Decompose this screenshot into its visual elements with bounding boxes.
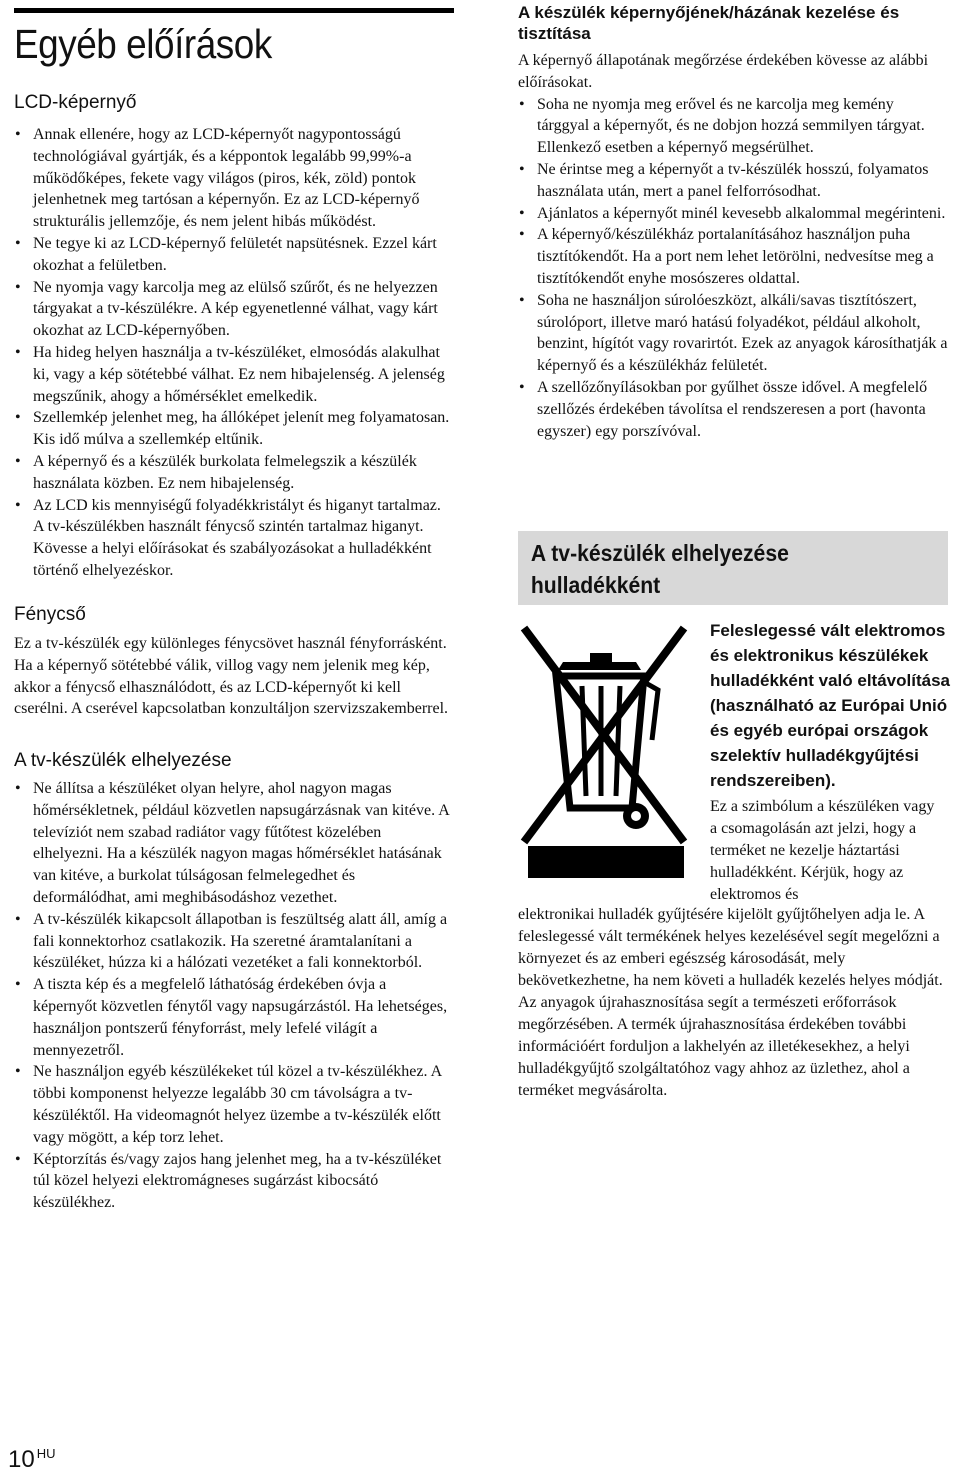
kezeles-list bbox=[518, 94, 948, 443]
list-item: • A tiszta kép és a megfelelő láthatóság érdekében óvja a képernyőt közvetlen fénytől vagy napsugárzástól. Ha lehetséges, használjon pontszerű fényforrást, mely lefelé világít a mennyezetről. bbox=[14, 974, 454, 1061]
list-item: • A képernyő/készülékház portalanításához használjon puha tisztítókendőt. Ha a port nem lehet letörölni, nedvesítse meg a tisztítókendőt enyhe mosószeres oldattal. bbox=[518, 224, 948, 289]
list-item: • Annak ellenére, hogy az LCD-képernyőt nagypontosságú technológiával gyártják, és a képpontok legalább 99,99%-a működőképes, fekete vagy világos (piros, kék, zöld) pontok jelenhetnek meg tartósan a képernyőn. Ez az LCD-képernyő strukturális jellemzője, és nem jelent hibás működést. bbox=[14, 124, 454, 233]
weee-text: Ez a szimbólum a készüléken vagy a csomagolásán azt jelzi, hogy a terméket ne kezelje háztartási hulladékként. Kérjük, hogy az elektromos és bbox=[710, 798, 935, 903]
lcd-list bbox=[14, 124, 454, 582]
list-item: • Ne használjon egyéb készülékeket túl közel a tv-készülékhez. A többi komponenst helyezze legalább 30 cm távolságra a tv-készüléktől. Ha videomagnót helyez üzembe a tv-készülék előtt vagy mögött, a kép torz lehet. bbox=[14, 1061, 454, 1148]
list-item: • Ajánlatos a képernyőt minél kevesebb alkalommal megérinteni. bbox=[518, 203, 948, 225]
elhelyezes-heading: A tv-készülék elhelyezése bbox=[14, 750, 232, 771]
elhelyezes-section bbox=[14, 749, 454, 1214]
weee-text-continued: elektronikai hulladék gyűjtésére kijelölt gyűjtőhelyen adja le. A feleslegessé vált termékének helyes kezelésével segít megelőzni a környezet és az emberi egészség károsodását, mely bekövetkezhetne, ha nem követi a hulladék kezelés helyes módját. Az anyagok újrahasznosítása segít a természeti erőforrások megőrzésében. A termék újrahasznosítása érdekében további információért forduljon a lakhelyén az illetékesekhez, a helyi hulladékgyűjtő szolgáltatóhoz vagy ahhoz az üzlethez, ahol a terméket megvásárolta. bbox=[518, 906, 943, 1099]
list-item: • A tv-készülék kikapcsolt állapotban is feszültség alatt áll, amíg a fali konnektorhoz csatlakozik. Ha szeretné áramtalanítani a készüléket, húzza ki a hálózati vezetéket a fali konnektorból. bbox=[14, 909, 454, 974]
language-code: HU bbox=[36, 1446, 56, 1461]
fenycso-section bbox=[14, 603, 454, 720]
list-item: • Képtorzítás és/vagy zajos hang jelenhet meg, ha a tv-készüléket túl közel helyezi elektromágneses sugárzást kibocsátó készülékhez. bbox=[14, 1149, 454, 1214]
list-item: • A képernyő és a készülék burkolata felmelegszik a készülék használata közben. Ez nem hibajelenség. bbox=[14, 451, 454, 495]
list-item: • Soha ne használjon súrolóeszközt, alkáli/savas tisztítószert, súrolóport, illetve maró hatású folyadékot, például alkoholt, benzint, hígítót vagy rovarirtót. Ezek az anyagok károsíthatják a képernyő és a készülékház felületét. bbox=[518, 290, 948, 377]
list-item: • Ne állítsa a készüléket olyan helyre, ahol nagyon magas hőmérsékletnek, például közvetlen napsugárzásnak van kitéve. A televíziót nem szabad radiátor vagy fűtőtest közelében elhelyezni. Ha a készülék nagyon magas hőmérséklet hatásának van kitéve, a burkolat túlságosan felmelegedhet és deformálódhat, ami meghibásodáshoz vezethet. bbox=[14, 778, 454, 909]
list-item: • Ne tegye ki az LCD-képernyő felületét napsütésnek. Ezzel kárt okozhat a felületben. bbox=[14, 233, 454, 277]
lcd-heading: LCD-képernyő bbox=[14, 92, 137, 113]
fenycso-text: Ez a tv-készülék egy különleges fénycsövet használ fényforrásként. Ha a képernyő sötétebbé válik, villog vagy nem jelenik meg kép, akkor a fénycső elhasználódott, és az LCD-képernyőt ki kell cserélni. A cserével kapcsolatban konzultáljon szervizszakemberrel. bbox=[14, 635, 449, 718]
kezeles-section bbox=[518, 2, 948, 442]
fenycso-heading: Fénycső bbox=[14, 604, 86, 625]
list-item: • A szellőzőnyílásokban por gyűlhet össze idővel. A megfelelő szellőzés érdekében távolítsa el rendszeresen a port (havonta egyszer) egy porszívóval. bbox=[518, 377, 948, 442]
list-item: • Szellemkép jelenhet meg, ha állóképet jelenít meg folyamatosan. Kis idő múlva a szellemkép eltűnik. bbox=[14, 407, 454, 451]
title-rule bbox=[14, 8, 454, 13]
page-number-value: 10 bbox=[8, 1446, 35, 1473]
kezeles-heading: A készülék képernyőjének/házának kezelése és tisztítása bbox=[518, 3, 900, 43]
kezeles-intro: A képernyő állapotának megőrzése érdekében kövesse az alábbi előírásokat. bbox=[518, 52, 929, 91]
list-item: • Ne nyomja vagy karcolja meg az elülső szűrőt, és ne helyezzen tárgyakat a tv-készülékre. A kép egyenetlenné válhat, vagy kárt okozhat az LCD-képernyőben. bbox=[14, 277, 454, 342]
list-item: • Ne érintse meg a képernyőt a tv-készülék hosszú, folyamatos használata után, mert a panel felforrósodhat. bbox=[518, 159, 948, 203]
lcd-section bbox=[14, 91, 454, 582]
hulladek-banner bbox=[518, 531, 948, 605]
weee-bold-title: Feleslegessé vált elektromos és elektronikus készülékek hulladékként való eltávolítása (használható az Európai Unió és egyéb európai országok szelektív hulladékgyűjtési rendszereiben). bbox=[710, 621, 950, 790]
list-item: • Soha ne nyomja meg erővel és ne karcolja meg kemény tárggyal a képernyőt, és ne dobjon hozzá semmilyen tárgyat. Ellenkező esetben a képernyő megsérülhet. bbox=[518, 94, 948, 159]
elhelyezes-list bbox=[14, 778, 454, 1214]
page-number bbox=[8, 1446, 55, 1474]
hulladek-banner-title: A tv-készülék elhelyezése hulladékként bbox=[530, 540, 789, 598]
crossed-out-wheelie-bin-icon bbox=[518, 620, 692, 882]
page-title: Egyéb előírások bbox=[14, 21, 272, 67]
list-item: • Ha hideg helyen használja a tv-készüléket, elmosódás alakulhat ki, vagy a kép sötétebbé válhat. Ez nem hibajelenség. A jelenség megszűnik, ahogy a hőmérséklet emelkedik. bbox=[14, 342, 454, 407]
list-item: • Az LCD kis mennyiségű folyadékkristályt és higanyt tartalmaz. A tv-készülékben használt fénycső szintén tartalmaz higanyt. Kövesse a helyi előírásokat és szabályozásokat a hulladékként történő elhelyezéskor. bbox=[14, 495, 454, 582]
